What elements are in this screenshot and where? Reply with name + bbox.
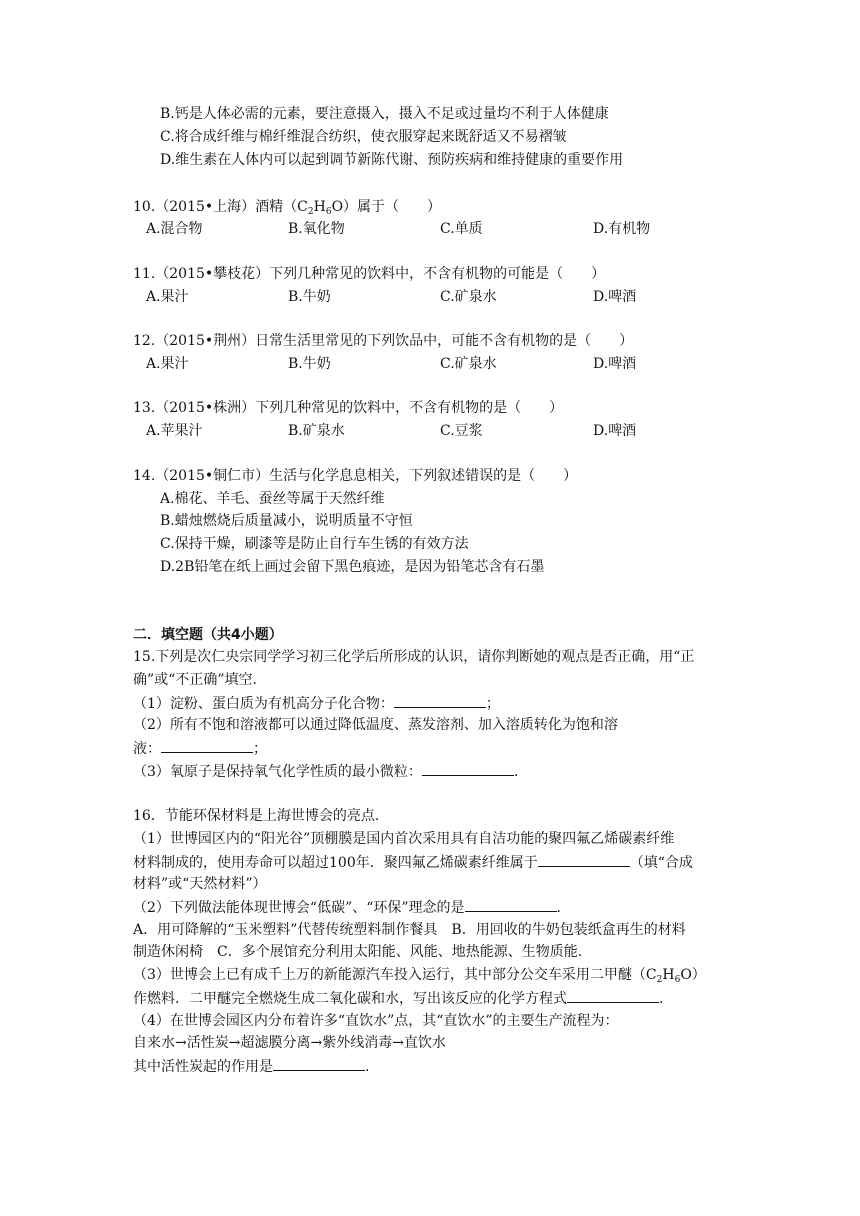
q11-option-b: B.牛奶 bbox=[288, 289, 331, 305]
q16-part4-flow: 自来水→活性炭→超滤膜分离→紫外线消毒→直饮水 bbox=[133, 1035, 446, 1051]
q15-part2-end: ； bbox=[253, 741, 267, 757]
q16-part1-text: 材料制成的，使用寿命可以超过100年．聚四氟乙烯碳素纤维属于 bbox=[133, 855, 538, 871]
q16-part3-line1 bbox=[133, 965, 706, 985]
q14-stem: 14.（2015•铜仁市）生活与化学息息相关，下列叙述错误的是（ ） bbox=[133, 468, 578, 484]
q15-part1 bbox=[133, 693, 500, 714]
q10-stem-suffix: O）属于（ ） bbox=[331, 199, 442, 215]
q16-part3-h: H bbox=[662, 967, 675, 983]
q16-part2-options-line1: A．用可降解的“玉米塑料”代替传统塑料制作餐具 B．用回收的牛奶包装纸盒再生的材料 bbox=[133, 922, 686, 938]
q16-part3-text: （3）世博会上已有成千上万的新能源汽车投入运行，其中部分公交车采用二甲醚（C bbox=[133, 967, 657, 983]
q10-option-b: B.氧化物 bbox=[288, 221, 345, 237]
q16-part4-end: . bbox=[365, 1059, 370, 1075]
q13-option-c: C.豆浆 bbox=[440, 423, 483, 439]
q10-option-c: C.单质 bbox=[440, 221, 483, 237]
q16-part4-blank[interactable] bbox=[273, 1056, 365, 1071]
q16-part1-line1: （1）世博园区内的“阳光谷”顶棚膜是国内首次采用具有自洁功能的聚四氟乙烯碳素纤维 bbox=[133, 831, 675, 847]
q12-option-b: B.牛奶 bbox=[288, 356, 331, 372]
q15-part1-text: （1）淀粉、蛋白质为有机高分子化合物： bbox=[133, 696, 394, 712]
q16-part3-o: O） bbox=[680, 967, 706, 983]
q10-sub-carbon: 2 bbox=[307, 207, 314, 217]
q16-part4-text: 其中活性炭起的作用是 bbox=[133, 1059, 273, 1075]
q10-option-d: D.有机物 bbox=[593, 221, 651, 237]
q15-part1-blank[interactable] bbox=[394, 693, 486, 708]
q15-stem-line1: 15.下列是次仁央宗同学学习初三化学后所形成的认识，请你判断她的观点是否正确，用“正 bbox=[133, 649, 695, 665]
q12-option-a: A.果汁 bbox=[146, 356, 189, 372]
q14-option-c: C.保持干燥，刷漆等是防止自行车生锈的有效方法 bbox=[160, 536, 469, 552]
q16-part3-line2 bbox=[133, 988, 663, 1009]
q14-option-a: A.棉花、羊毛、蚕丝等属于天然纤维 bbox=[160, 491, 385, 507]
q16-part3-end: . bbox=[659, 991, 664, 1007]
q16-part1-hint: （填“合成 bbox=[629, 855, 693, 871]
q16-part2-text: （2）下列做法能体现世博会“低碳”、“环保”理念的是 bbox=[133, 900, 465, 916]
q15-part2-text: 液： bbox=[133, 741, 161, 757]
q15-part2-blank[interactable] bbox=[161, 738, 253, 753]
q16-part1-line3: 材料”或“天然材料”） bbox=[133, 876, 267, 892]
q16-part1-blank[interactable] bbox=[538, 852, 630, 867]
q13-option-a: A.苹果汁 bbox=[146, 423, 203, 439]
q16-part1-line2 bbox=[133, 852, 693, 873]
q14-option-b: B.蜡烛燃烧后质量减小，说明质量不守恒 bbox=[160, 513, 413, 529]
q16-part3-sub-hydrogen: 6 bbox=[674, 975, 681, 985]
q9-option-c: C.将合成纤维与棉纤维混合纺织，使衣服穿起来既舒适又不易褶皱 bbox=[160, 129, 567, 145]
q16-part2-end: . bbox=[556, 900, 561, 916]
q15-stem-line2: 确”或“不正确”填空. bbox=[133, 672, 257, 688]
q12-option-c: C.矿泉水 bbox=[440, 356, 497, 372]
q16-part3-line2-text: 作燃料．二甲醚完全燃烧生成二氧化碳和水，写出该反应的化学方程式 bbox=[133, 991, 567, 1007]
q11-option-c: C.矿泉水 bbox=[440, 289, 497, 305]
q10-stem bbox=[133, 197, 441, 217]
q9-option-d: D.维生素在人体内可以起到调节新陈代谢、预防疾病和维持健康的重要作用 bbox=[160, 152, 624, 168]
q15-part2-line1: （2）所有不饱和溶液都可以通过降低温度、蒸发溶剂、加入溶质转化为饱和溶 bbox=[133, 717, 618, 733]
q16-part4-line3 bbox=[133, 1056, 369, 1077]
q10-sub-hydrogen: 6 bbox=[325, 207, 332, 217]
q9-option-b: B.钙是人体必需的元素，要注意摄入，摄入不足或过量均不利于人体健康 bbox=[160, 106, 609, 122]
q10-option-a: A.混合物 bbox=[146, 221, 203, 237]
q12-option-d: D.啤酒 bbox=[593, 356, 637, 372]
q11-stem: 11.（2015•攀枝花）下列几种常见的饮料中，不含有机物的可能是（ ） bbox=[133, 266, 606, 282]
q16-stem: 16．节能环保材料是上海世博会的亮点. bbox=[133, 808, 380, 824]
q14-option-d: D.2B铅笔在纸上画过会留下黑色痕迹，是因为铅笔芯含有石墨 bbox=[160, 559, 545, 575]
q16-part3-sub-carbon: 2 bbox=[656, 975, 663, 985]
q15-part3-end: . bbox=[513, 764, 519, 780]
q10-stem-prefix: 10.（2015•上海）酒精（C bbox=[133, 199, 308, 215]
q13-stem: 13.（2015•株洲）下列几种常见的饮料中，不含有机物的是（ ） bbox=[133, 400, 564, 416]
section-heading: 二．填空题（共4小题） bbox=[133, 627, 283, 643]
q15-part3-blank[interactable] bbox=[422, 761, 514, 776]
q13-option-b: B.矿泉水 bbox=[288, 423, 345, 439]
q16-part2 bbox=[133, 897, 561, 918]
q16-part2-blank[interactable] bbox=[465, 897, 557, 912]
q15-part2-line2 bbox=[133, 738, 267, 759]
q16-part3-blank[interactable] bbox=[567, 988, 659, 1003]
q10-stem-h: H bbox=[313, 199, 326, 215]
q15-part3 bbox=[133, 761, 518, 782]
q12-stem: 12.（2015•荆州）日常生活里常见的下列饮品中，可能不含有机物的是（ ） bbox=[133, 333, 634, 349]
q16-part2-options-line2: 制造休闲椅 C．多个展馆充分利用太阳能、风能、地热能源、生物质能. bbox=[133, 944, 583, 960]
q16-part4-line1: （4）在世博会园区内分布着许多“直饮水”点，其“直饮水”的主要生产流程为： bbox=[133, 1013, 619, 1029]
q11-option-a: A.果汁 bbox=[146, 289, 189, 305]
q15-part3-text: （3）氧原子是保持氧气化学性质的最小微粒： bbox=[133, 764, 422, 780]
q13-option-d: D.啤酒 bbox=[593, 423, 637, 439]
q11-option-d: D.啤酒 bbox=[593, 289, 637, 305]
q15-part1-end: ； bbox=[485, 696, 500, 712]
